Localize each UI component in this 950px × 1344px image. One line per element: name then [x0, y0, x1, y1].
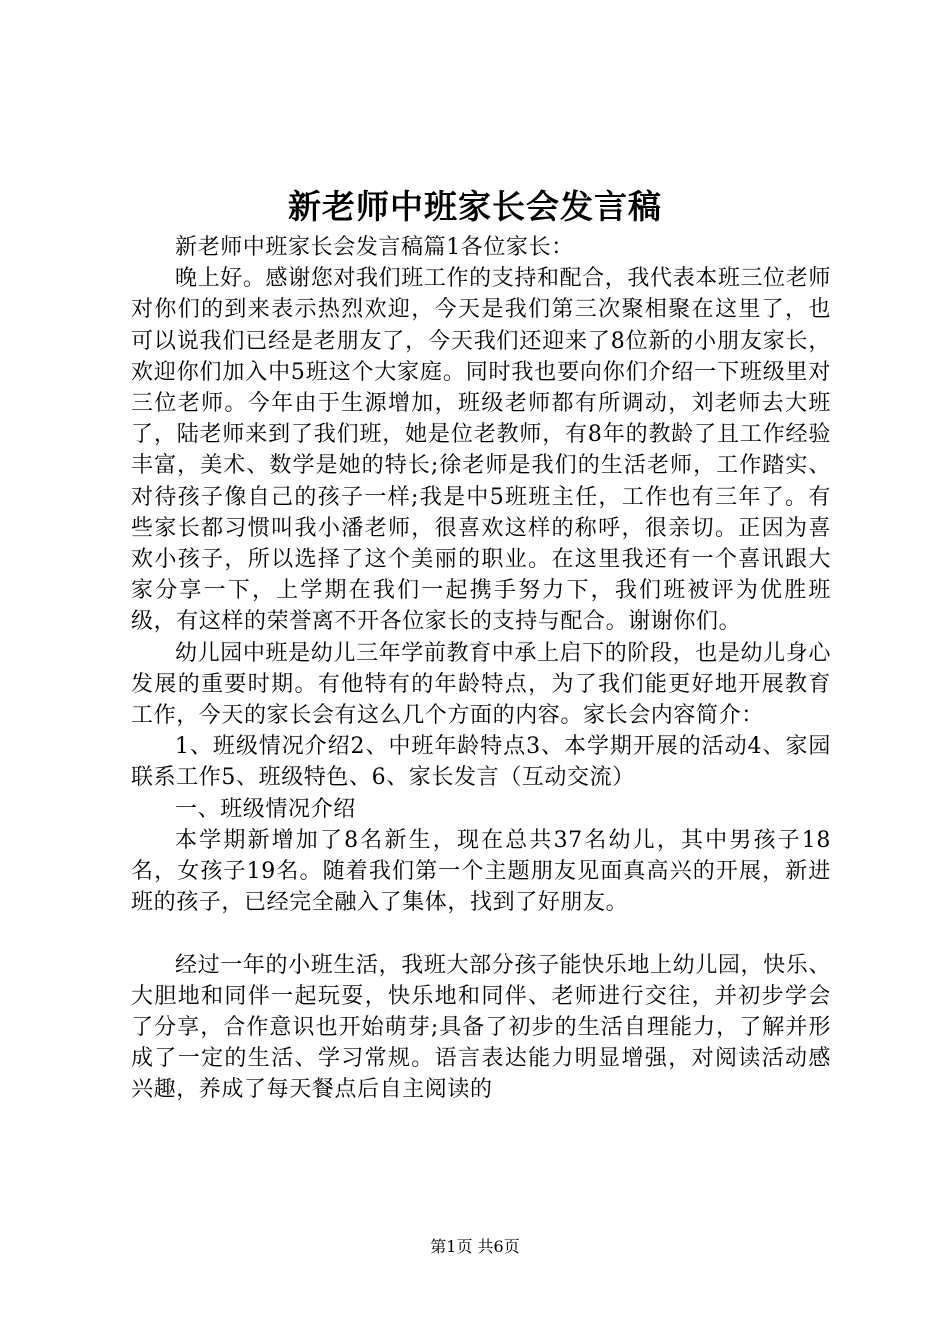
paragraph-agenda: 1、班级情况介绍2、中班年龄特点3、本学期开展的活动4、家园联系工作5、班级特色、6、家长发言（互动交流）: [131, 734, 831, 791]
paragraph-class-overview: 本学期新增加了8名新生，现在总共37名幼儿，其中男孩子18名，女孩子19名。随着我们第一个主题朋友见面真高兴的开展，新进班的孩子，已经完全融入了集体，找到了好朋友。: [131, 827, 831, 916]
page-number: 第1页 共6页: [430, 1237, 520, 1256]
paragraph-introduction: 幼儿园中班是幼儿三年学前教育中承上启下的阶段，也是幼儿身心发展的重要时期。有他特有的年龄特点，为了我们能更好地开展教育工作，今天的家长会有这么几个方面的内容。家长会内容简介：: [131, 640, 831, 729]
document-body: [131, 232, 831, 1106]
paragraph-welcome: 晚上好。感谢您对我们班工作的支持和配合，我代表本班三位老师对你们的到来表示热烈欢迎，今天是我们第三次聚相聚在这里了，也可以说我们已经是老朋友了，今天我们还迎来了8位新的小朋友家长，欢迎你们加入中5班这个大家庭。同时我也要向你们介绍一下班级里对三位老师。今年由于生源增加，班级老师都有所调动，刘老师去大班了，陆老师来到了我们班，她是位老教师，有8年的教龄了且工作经验丰富，美术、数学是她的特长;徐老师是我们的生活老师，工作踏实、对待孩子像自己的孩子一样;我是中5班班主任，工作也有三年了。有些家长都习惯叫我小潘老师，很喜欢这样的称呼，很亲切。正因为喜欢小孩子，所以选择了这个美丽的职业。在这里我还有一个喜讯跟大家分享一下，上学期在我们一起携手努力下，我们班被评为优胜班级，有这样的荣誉离不开各位家长的支持与配合。谢谢你们。: [131, 266, 831, 635]
paragraph-greeting: 新老师中班家长会发言稿篇1各位家长：: [175, 235, 574, 260]
paragraph-spacer: [131, 918, 831, 949]
section-heading-class-overview: 一、班级情况介绍: [175, 796, 356, 822]
page-title: 新老师中班家长会发言稿: [288, 187, 662, 226]
paragraph-class-progress: 经过一年的小班生活，我班大部分孩子能快乐地上幼儿园，快乐、大胆地和同伴一起玩耍，快乐地和同伴、老师进行交往，并初步学会了分享，合作意识也开始萌芽;具备了初步的生活自理能力，了解并形成了一定的生活、学习常规。语言表达能力明显增强，对阅读活动感兴趣，养成了每天餐点后自主阅读的: [131, 952, 831, 1103]
